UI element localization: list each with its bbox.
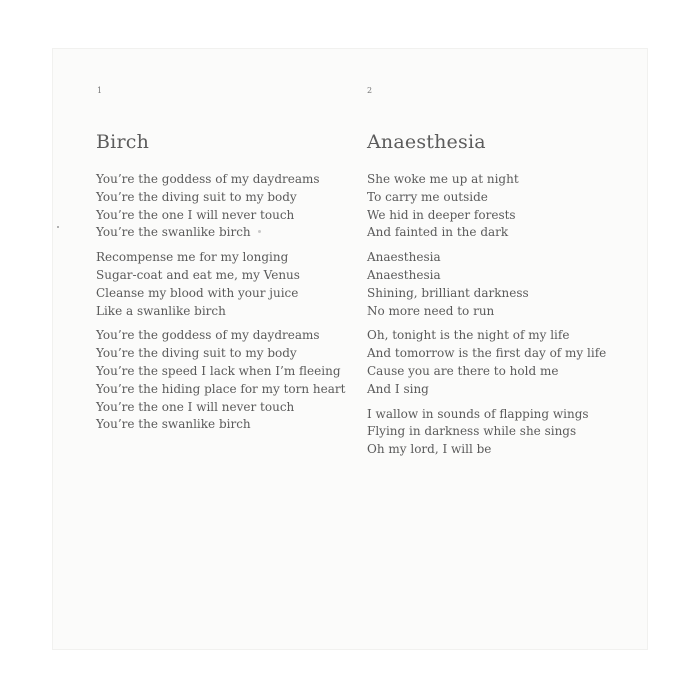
lyric-line: You’re the goddess of my daydreams (96, 172, 320, 186)
song-anaesthesia (367, 128, 637, 466)
lyric-line: And fainted in the dark (367, 225, 509, 240)
lyric-line: Anaesthesia (367, 267, 441, 282)
lyric-line: Oh, tonight is the night of my life (367, 328, 570, 343)
lyric-line: And I sing (367, 381, 429, 396)
stanza (367, 406, 637, 459)
lyric-line: You’re the diving suit to my body (96, 189, 297, 204)
lyric-line: Anaesthesia (367, 250, 441, 265)
lyric-line: Cleanse my blood with your juice (96, 285, 299, 300)
lyric-line: Cause you are there to hold me (367, 363, 559, 378)
lyric-line: Sugar-coat and eat me, my Venus (96, 267, 300, 282)
lyric-line: And tomorrow is the first day of my life (367, 346, 607, 361)
page-number-left: 1 (97, 86, 103, 95)
song-birch (96, 128, 366, 441)
lyric-line: I wallow in sounds of flapping wings (367, 406, 589, 421)
song-title: Anaesthesia (367, 131, 486, 153)
page-number-right: 2 (367, 86, 373, 95)
stanza (367, 171, 637, 242)
stanza (96, 171, 366, 242)
lyric-line: You’re the diving suit to my body (96, 346, 297, 361)
stanza (367, 327, 637, 398)
lyric-line: No more need to run (367, 303, 495, 318)
lyric-line: Oh my lord, I will be (367, 442, 492, 457)
lyric-line: Recompense me for my longing (96, 250, 289, 265)
lyric-line: We hid in deeper forests (367, 207, 516, 222)
lyric-line: You’re the one I will never touch (96, 207, 295, 222)
stanza (96, 327, 366, 434)
lyric-line: To carry me outside (367, 189, 488, 204)
stanza (367, 249, 637, 320)
lyric-line: You’re the goddess of my daydreams (96, 328, 320, 343)
lyric-line: You’re the swanlike birch (96, 417, 251, 432)
lyric-line: You’re the hiding place for my torn heart (96, 381, 346, 396)
paper-speck (57, 226, 59, 228)
song-title: Birch (96, 131, 149, 153)
lyric-line: She woke me up at night (367, 172, 519, 186)
lyric-line: You’re the swanlike birch (96, 225, 251, 240)
lyric-line: You’re the speed I lack when I’m fleeing (96, 363, 341, 378)
lyric-line: Shining, brilliant darkness (367, 285, 529, 300)
stanza (96, 249, 366, 320)
lyric-line: Flying in darkness while she sings (367, 424, 577, 439)
lyric-line: Like a swanlike birch (96, 303, 226, 318)
lyric-line: You’re the one I will never touch (96, 399, 295, 414)
